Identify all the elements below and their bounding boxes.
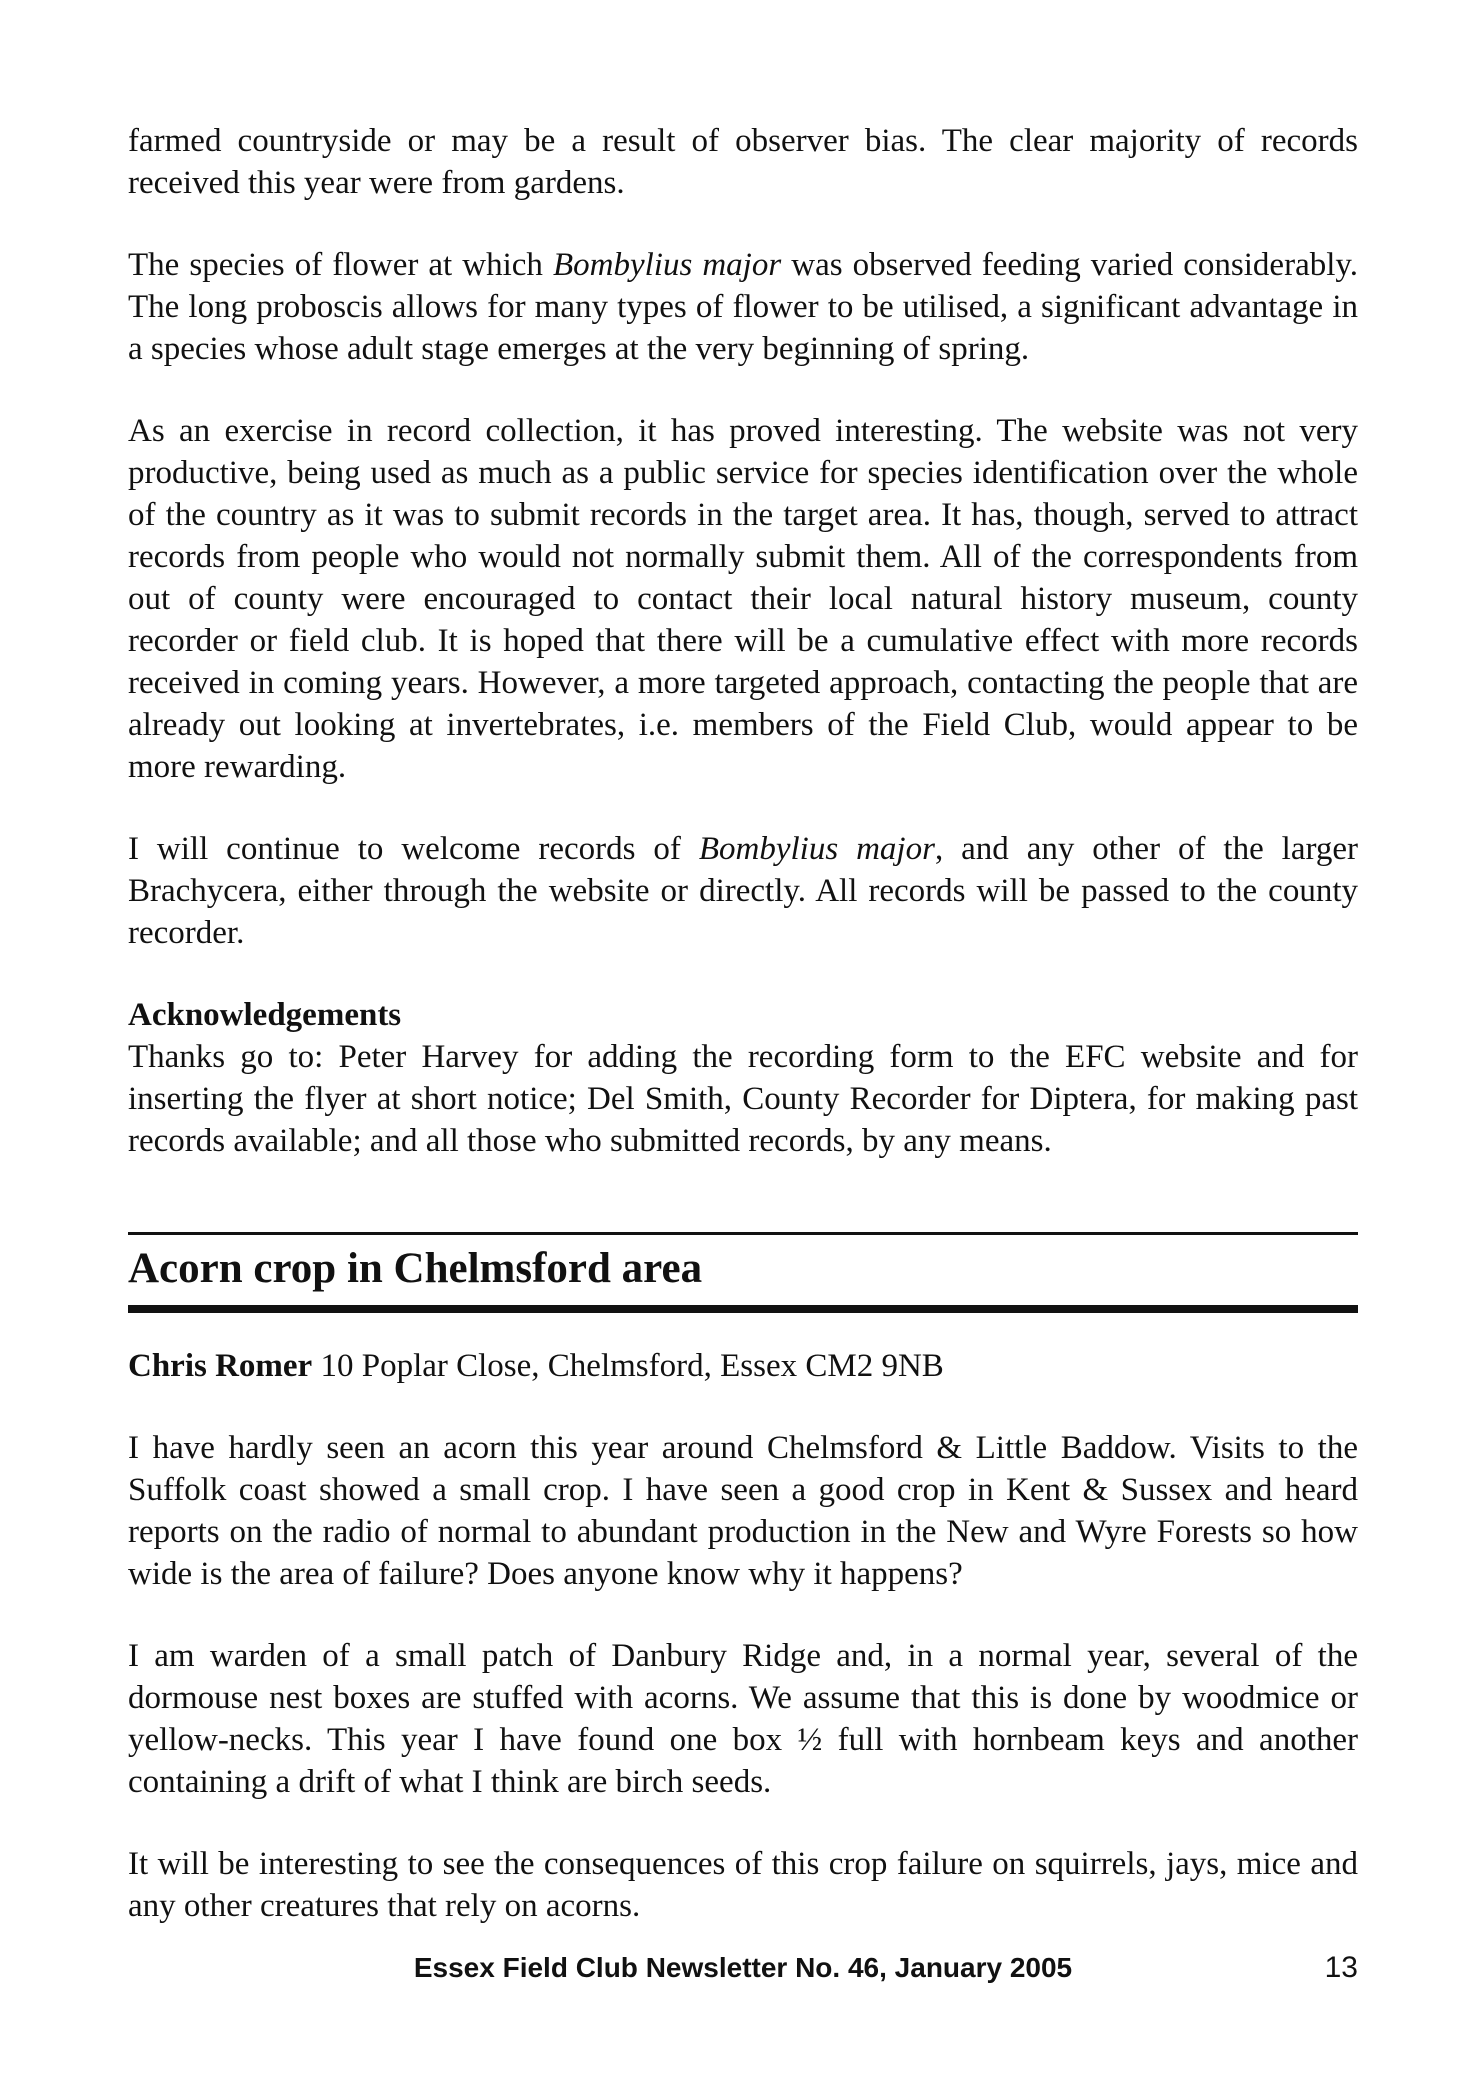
flower-paragraph-after: was observed feeding varied considerably. The long proboscis allows for many types of flower to be utilised, a significant advantage in a species whose adult stage emerges at the very beginning of spring.	[128, 247, 1358, 367]
welcome-paragraph-after: , and any other of the larger Brachycera, either through the website or directly. All records will be passed to the county recorder.	[128, 831, 1359, 951]
author-name: Chris Romer	[128, 1348, 313, 1384]
article-paragraph-1: I have hardly seen an acorn this year around Chelmsford & Little Baddow. Visits to the Suffolk coast showed a small crop. I have seen a good crop in Kent & Sussex and heard reports on the radio of normal to abundant production in the New and Wyre Forests so how wide is the area of failure? Does anyone know why it happens?	[128, 1430, 1358, 1592]
intro-paragraph: farmed countryside or may be a result of observer bias. The clear majority of records received this year were from gardens.	[128, 123, 1358, 201]
page-number: 13	[1324, 1951, 1358, 1984]
flower-paragraph-before: The species of flower at which	[128, 247, 553, 283]
welcome-paragraph	[128, 828, 1358, 954]
bottom-rule	[128, 1305, 1358, 1313]
publication-title: Essex Field Club Newsletter No. 46, January 2005	[413, 1952, 1073, 1983]
author-line	[128, 1345, 1358, 1387]
article-title: Acorn crop in Chelmsford area	[128, 1245, 703, 1292]
page-footer	[128, 1948, 1358, 1988]
article-paragraph-3: It will be interesting to see the consequences of this crop failure on squirrels, jays, mice and any other creatures that rely on acorns.	[128, 1846, 1358, 1924]
author-address: 10 Poplar Close, Chelmsford, Essex CM2 9NB	[312, 1348, 944, 1384]
acknowledgements-heading: Acknowledgements	[128, 997, 402, 1033]
article-paragraph-2: I am warden of a small patch of Danbury Ridge and, in a normal year, several of the dormouse nest boxes are stuffed with acorns. We assume that this is done by woodmice or yellow-necks. This year I have found one box ½ full with hornbeam keys and another containing a drift of what I think are birch seeds.	[128, 1638, 1358, 1800]
flower-paragraph	[128, 244, 1358, 370]
top-rule	[128, 1232, 1358, 1235]
welcome-paragraph-before: I will continue to welcome records of	[128, 831, 699, 867]
species-name: Bombylius major	[552, 247, 782, 283]
exercise-paragraph: As an exercise in record collection, it has proved interesting. The website was not very productive, being used as much as a public service for species identification over the whole of the country as it was to submit records in the target area. It has, though, served to attract records from people who would not normally submit them. All of the correspondents from out of county were encouraged to contact their local natural history museum, county recorder or field club. It is hoped that there will be a cumulative effect with more records received in coming years. However, a more targeted approach, contacting the people that are already out looking at invertebrates, i.e. members of the Field Club, would appear to be more rewarding.	[128, 413, 1358, 785]
species-name: Bombylius major	[698, 831, 935, 867]
article-header	[128, 1232, 1358, 1313]
acknowledgements-text: Thanks go to: Peter Harvey for adding the recording form to the EFC website and for inserting the flyer at short notice; Del Smith, County Recorder for Diptera, for making past records available; and all those who submitted records, by any means.	[128, 1039, 1358, 1159]
